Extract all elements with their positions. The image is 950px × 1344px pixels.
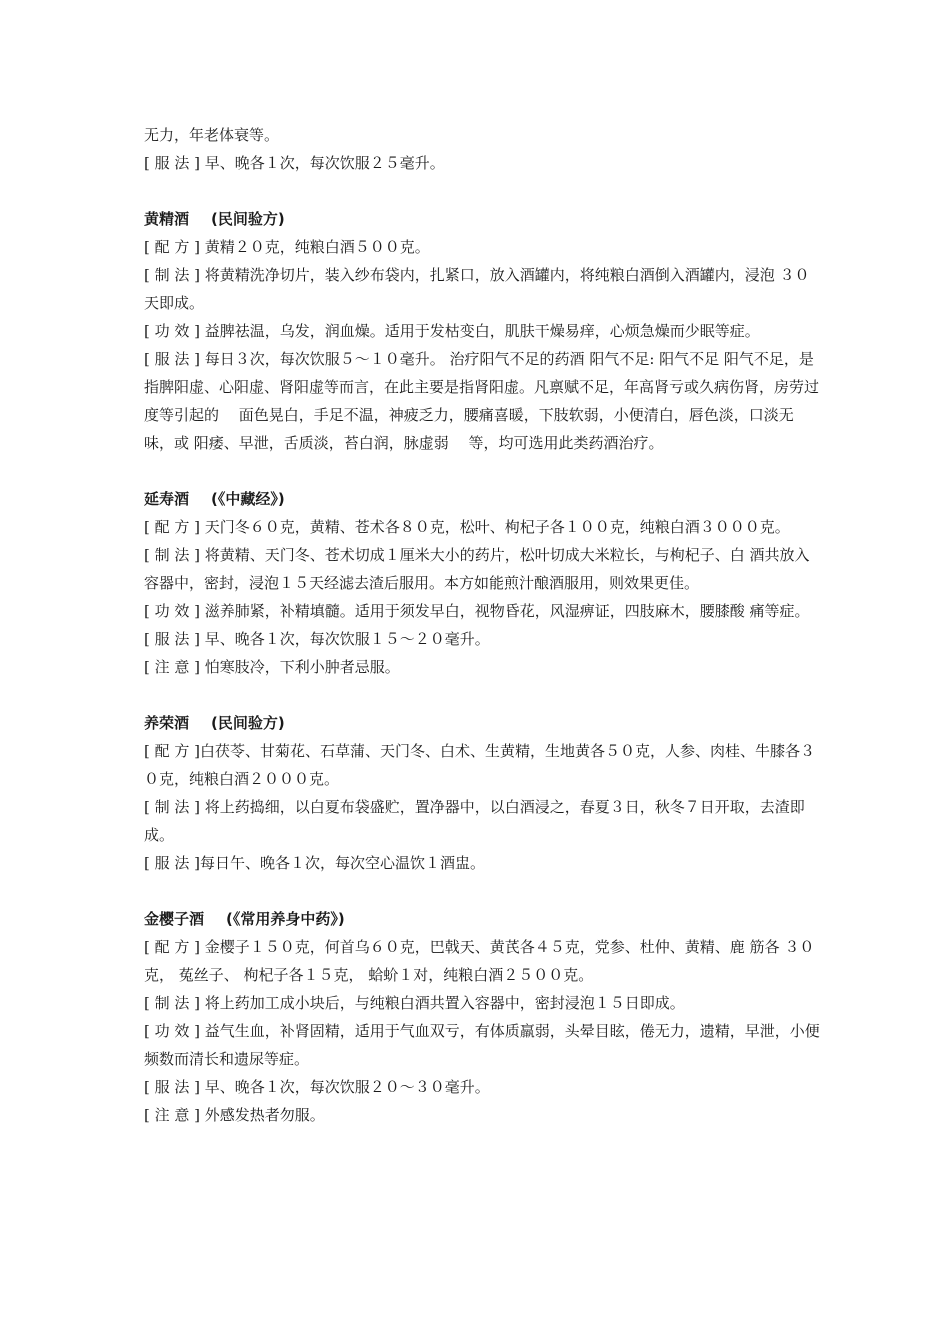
recipe-name: 黄精酒 [144,210,190,228]
recipe-name: 金樱子酒 [144,910,205,928]
recipe-line: [ 服 法 ] 早、晚各１次，每次饮服２０～３０毫升。 [144,1078,490,1096]
recipe-heading [144,205,820,233]
recipe-line: [ 服 法 ] 早、晚各１次，每次饮服１５～２０毫升。 [144,630,490,648]
recipe-source: (民间验方) [211,714,285,732]
recipe-heading [144,485,820,513]
recipe-line: [ 功 效 ] 益脾祛温，乌发，润血燥。适用于发枯变白，肌肤干燥易痒，心烦急燥而少眠等症。 [144,322,760,340]
recipe-source: (《常用养身中药》) [226,910,345,928]
recipe-line: [ 服 法 ]每日午、晚各１次，每次空心温饮１酒盅。 [144,854,486,872]
recipe-line: [ 配 方 ] 天门冬６０克，黄精、苍术各８０克，松叶、枸杞子各１００克，纯粮白酒３０００克。 [144,518,790,536]
recipe-line: [ 配 方 ] 金樱子１５０克，何首乌６０克，巴戟天、黄芪各４５克，党参、杜仲、黄精、鹿 筋各 ３０克， 菟丝子、 枸杞子各１５克， 蛤蚧１对，纯粮白酒２５００克。 [144,938,815,984]
recipe-line: [ 注 意 ] 怕寒肢冷，下利小肿者忌服。 [144,658,400,676]
recipe-line: [ 制 法 ] 将上药捣细，以白夏布袋盛贮，置净器中，以白酒浸之，春夏３日，秋冬７日开取，去渣即成。 [144,798,805,844]
recipe-line: [ 注 意 ] 外感发热者勿服。 [144,1106,325,1124]
recipe-heading [144,905,820,933]
recipe-line: [ 制 法 ] 将上药加工成小块后，与纯粮白酒共置入容器中，密封浸泡１５日即成。 [144,994,685,1012]
intro-line: 无力，年老体衰等。 [144,126,280,144]
recipe-line: [ 制 法 ] 将黄精洗净切片，装入纱布袋内，扎紧口，放入酒罐内，将纯粮白酒倒入酒罐内，浸泡 ３０天即成。 [144,266,810,312]
recipe-line: [ 功 效 ] 益气生血，补肾固精，适用于气血双亏，有体质羸弱，头晕目眩，倦无力，遗精，早泄，小便频数而清长和遗尿等症。 [144,1022,820,1068]
recipe-line: [ 功 效 ] 滋养肺紧，补精填髓。适用于须发早白，视物昏花，风湿痹证，四肢麻木，腰膝酸 痛等症。 [144,602,810,620]
recipe-line: [ 配 方 ] 黄精２０克，纯粮白酒５００克。 [144,238,430,256]
recipe-name: 养荣酒 [144,714,190,732]
recipe-heading [144,709,820,737]
recipe-source: (《中藏经》) [211,490,285,508]
recipe-line: [ 服 法 ] 每日３次，每次饮服５～１０毫升。 治疗阳气不足的药酒 阳气不足: 阳气不足 阳气不足，是指脾阳虚、心阳虚、肾阳虚等而言，在此主要是指肾阳虚。凡禀赋不足，年高肾亏或久病伤肾，房劳过度等引起的 面色晃白，手足不温，神疲乏力，腰痛喜暖，下肢软弱，小便清白，唇色淡，口淡无味，或 阳痿、早泄，舌质淡，苔白润，脉虚弱 等，均可选用此类药酒治疗。 [144,350,820,452]
recipe-name: 延寿酒 [144,490,190,508]
recipe-line: [ 制 法 ] 将黄精、天门冬、苍术切成１厘米大小的药片，松叶切成大米粒长，与枸杞子、白 酒共放入容器中，密封，浸泡１５天经滤去渣后服用。本方如能煎汁酿酒服用，则效果更佳。 [144,546,810,592]
intro-line: [ 服 法 ] 早、晚各１次，每次饮服２５毫升。 [144,154,445,172]
recipe-line: [ 配 方 ]白茯苓、甘菊花、石草蒲、天门冬、白术、生黄精，生地黄各５０克，人参、肉桂、牛膝各３０克，纯粮白酒２０００克。 [144,742,816,788]
recipe-source: (民间验方) [211,210,285,228]
